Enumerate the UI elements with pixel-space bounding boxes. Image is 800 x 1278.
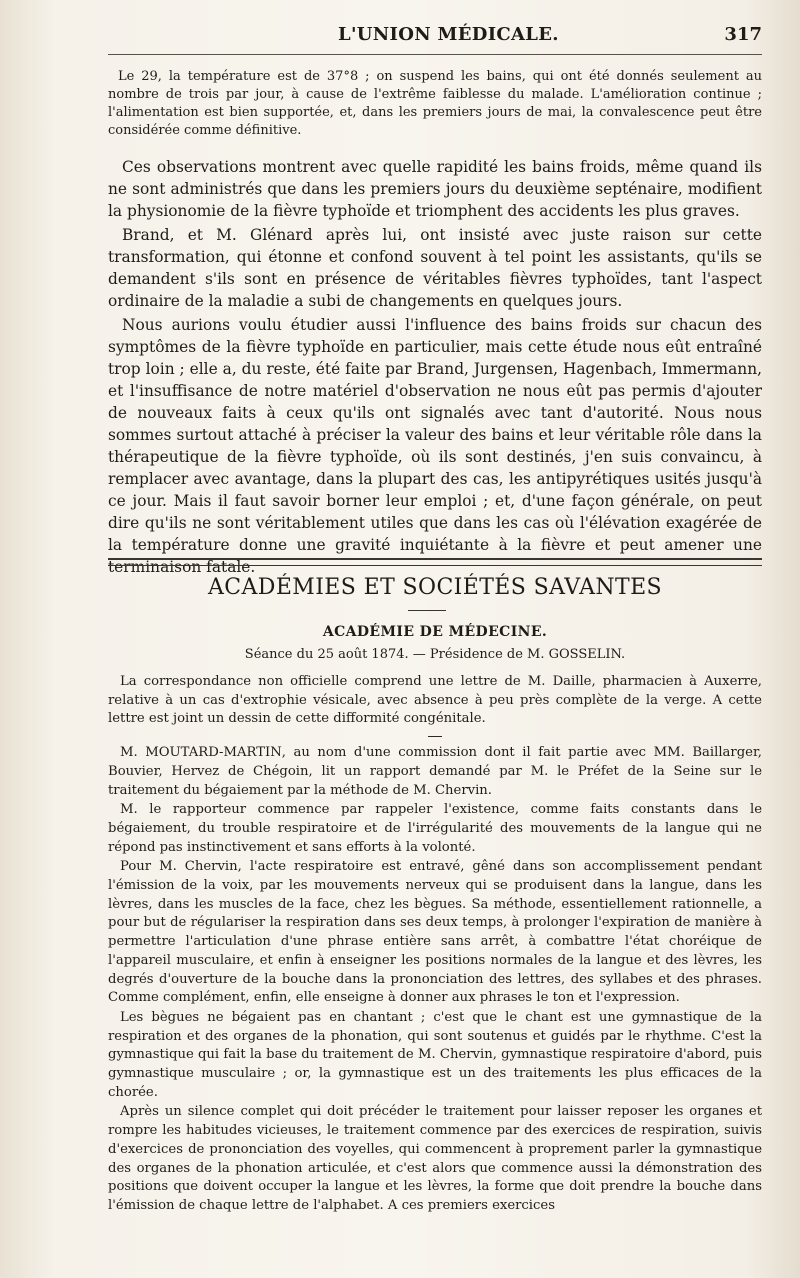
title-underline bbox=[408, 610, 446, 611]
report-introduction bbox=[108, 744, 762, 800]
discussion-paragraph-2: Brand, et M. Glénard après lui, ont insisté avec juste raison sur cette transformation, qui étonne et confond souvent à tel point les assistants, qu'ils se demandent s'ils sont en présence de véritables fièvres typhoïdes, tant l'aspect ordinaire de la maladie a subi de changements en quelques jours. bbox=[108, 226, 762, 310]
report-paragraph-3: Les bègues ne bégaient pas en chantant ; c'est que le chant est une gymnastique de la respiration et des organes de la phonation, qui sont soutenus et guidés par le rhythme. C'est la gymnastique qui fait la base du traitement de M. Chervin, gymnastique respiratoire d'abord, puis gymnastique musculaire ; or, la gymnastique est un des traitements les plus efficaces de la chorée. bbox=[108, 1009, 762, 1100]
running-header bbox=[108, 24, 762, 48]
page-number: 317 bbox=[724, 24, 762, 45]
discussion-paragraph-3: Nous aurions voulu étudier aussi l'influence des bains froids sur chacun des symptômes de la fièvre typhoïde en particulier, mais cette étude nous eût entraîné trop loin ; elle a, du reste, été faite par Brand, Jurgensen, Hagenbach, Immermann, et l'insuffisance de notre matériel d'observation ne nous eût pas permis d'ajouter de nouveaux faits à ceux qu'ils ont signalés avec tant d'autorité. Nous nous sommes surtout attaché à préciser la valeur des bains et leur véritable rôle dans la thérapeutique de la fièvre typhoïde, où ils sont destinés, j'en suis convaincu, à remplacer avec avantage, dans la plupart des cas, les antipyrétiques usités jusqu'à ce jour. Mais il faut savoir borner leur emploi ; et, d'une façon générale, on peut dire qu'ils ne sont véritablement utiles que dans les cas où l'élévation exagérée de la température donne une gravité inquiétante à la fièvre et peut amener une terminaison fatale. bbox=[108, 316, 762, 576]
discussion-section bbox=[108, 156, 762, 580]
report-paragraph-1: M. le rapporteur commence par rappeler l'existence, comme faits constants dans le bégaiement, du trouble respiratoire et de l'irrégularité des mouvements de la langue qui ne répond pas instinctivement et sans efforts à la volonté. bbox=[108, 802, 762, 855]
session-heading: Séance du 25 août 1874. — Présidence de M. GOSSELIN. bbox=[244, 647, 626, 662]
section-title: ACADÉMIES ET SOCIÉTÉS SAVANTES bbox=[207, 575, 663, 600]
correspondence-paragraph: La correspondance non officielle comprend une lettre de M. Daille, pharmacien à Auxerre, relative à un cas d'extrophie vésicale, avec absence à peu près complète de la verge. A cette lettre est joint un dessin de cette difformité congénitale. bbox=[108, 674, 762, 727]
section-divider bbox=[108, 558, 762, 566]
reporter-name: M. MOUTARD-MARTIN bbox=[120, 745, 282, 761]
intro-paragraph: Le 29, la température est de 37°8 ; on suspend les bains, qui ont été donnés seulement au nombre de trois par jour, à cause de l'extrême faiblesse du malade. L'amélioration continue ; l'alimentation est bien supportée, et, dans les premiers jours de mai, la convalescence peut être considérée comme définitive. bbox=[108, 69, 762, 138]
journal-title: L'UNION MÉDICALE. bbox=[338, 24, 559, 45]
report-paragraph-2: Pour M. Chervin, l'acte respiratoire est entravé, gêné dans son accomplissement pendant l'émission de la voix, par les mouvements nerveux qui se produisent dans la langue, dans les lèvres, dans les muscles de la face, chez les bègues. Sa méthode, essentiellement rationnelle, a pour but de régulariser la respiration dans ses deux temps, à prolonger l'expiration de manière à permettre l'articulation d'une phrase entière sans arrêt, à combattre l'état choréique de l'appareil musculaire, et enfin à enseigner les positions normales de la langue et des lèvres, les degrés d'ouverture de la bouche dans la prononciation des lettres, des syllabes et des phrases. Comme complément, enfin, elle enseigne à donner aux phrases le ton et l'expression. bbox=[108, 859, 762, 1006]
academy-title: ACADÉMIE DE MÉDECINE. bbox=[322, 624, 548, 640]
discussion-paragraph-1: Ces observations montrent avec quelle rapidité les bains froids, même quand ils ne sont administrés que dans les premiers jours du deuxième septénaire, modifient la physionomie de la fièvre typhoïde et triomphent des accidents les plus graves. bbox=[108, 158, 762, 220]
paragraph-separator bbox=[428, 736, 442, 737]
intro-section bbox=[108, 68, 762, 144]
report-introduction-text: , au nom d'une commission dont il fait partie avec MM. Baillarger, Bouvier, Hervez de Chégoin, lit un rapport demandé par M. le Préfet de la Seine sur le traitement du bégaiement par la méthode de M. Chervin. bbox=[108, 745, 763, 798]
report-paragraph-4: Après un silence complet qui doit précéder le traitement pour laisser reposer les organes et rompre les habitudes vicieuses, le traitement commence par des exercices de respiration, suivis d'exercices de prononciation des voyelles, qui commencent à proprement parler la gymnastique des organes de la phonation articulée, et c'est alors que commence aussi la démonstration des positions que doivent occuper la langue et les lèvres, la forme que doit prendre la bouche dans l'émission de chaque lettre de l'alphabet. A ces premiers exercices bbox=[108, 1104, 762, 1213]
academy-proceedings bbox=[108, 673, 762, 1217]
header-rule bbox=[108, 54, 762, 55]
